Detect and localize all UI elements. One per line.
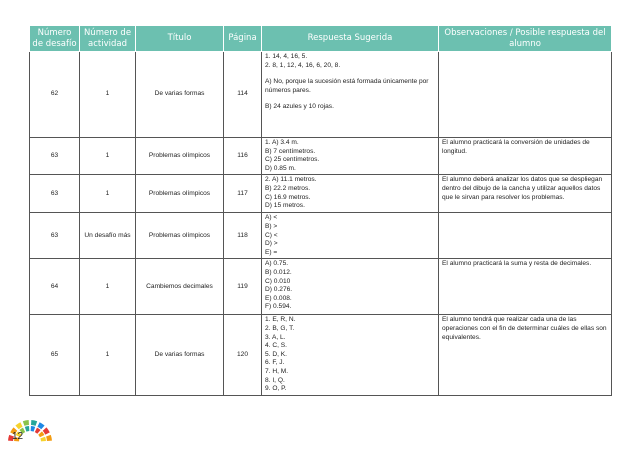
- cell-respuesta: [262, 259, 439, 315]
- cell-respuesta: [262, 175, 439, 213]
- cell-actividad: 1: [80, 138, 136, 175]
- cell-actividad: Un desafío más: [80, 213, 136, 259]
- answer-line: 8. I, Q.: [265, 376, 285, 384]
- cell-desafio: 64: [30, 259, 80, 315]
- answer-line: C) 25 centímetros.: [265, 156, 320, 164]
- table-row: [30, 259, 612, 315]
- answer-line: 1. A) 3.4 m.: [265, 139, 299, 146]
- table-row: [30, 315, 612, 395]
- logo-segment: [38, 431, 44, 437]
- cell-actividad: 1: [80, 175, 136, 213]
- cell-observaciones: El alumno practicará la conversión de unidades de longitud.: [439, 138, 612, 175]
- table-row: [30, 213, 612, 259]
- cell-pagina: 116: [224, 138, 262, 175]
- cell-respuesta: [262, 138, 439, 175]
- answer-line: D) 0.85 m.: [265, 164, 296, 172]
- header-num-actividad: Número de actividad: [80, 26, 136, 52]
- cell-observaciones: El alumno tendrá que realizar cada una de las operaciones con el fin de determinar cuáles de ellas son equivalentes.: [439, 315, 612, 395]
- answer-line: 1. 14, 4, 16, 5.: [265, 53, 308, 60]
- answer-line: 6. F, J.: [265, 359, 285, 367]
- cell-actividad: 1: [80, 259, 136, 315]
- cell-desafio: 62: [30, 52, 80, 138]
- answer-line: F) 0.594.: [265, 303, 292, 311]
- cell-observaciones: [439, 213, 612, 259]
- answer-line: C) 16.9 metros.: [265, 193, 311, 201]
- cell-titulo: Problemas olímpicos: [136, 138, 224, 175]
- answer-line: C) <: [265, 231, 278, 239]
- cell-pagina: 114: [224, 52, 262, 138]
- cell-titulo: Problemas olímpicos: [136, 175, 224, 213]
- cell-desafio: 65: [30, 315, 80, 395]
- cell-observaciones: [439, 52, 612, 138]
- header-observaciones: Observaciones / Posible respuesta del alumno: [439, 26, 612, 52]
- answer-line: A) 0.75.: [265, 260, 289, 268]
- logo-segment: [40, 437, 46, 442]
- table-row: [30, 52, 612, 138]
- cell-pagina: 120: [224, 315, 262, 395]
- cell-respuesta: [262, 213, 439, 259]
- page-number: 12: [12, 431, 24, 442]
- answer-line: 5. D, K.: [265, 350, 287, 358]
- cell-titulo: De varias formas: [136, 315, 224, 395]
- answer-line: 4. C, S.: [265, 342, 287, 350]
- answer-line: B) 24 azules y 10 rojas.: [265, 103, 334, 111]
- cell-titulo: Cambiemos decimales: [136, 259, 224, 315]
- cell-desafio: 63: [30, 175, 80, 213]
- answer-line: 3. A, L.: [265, 333, 286, 341]
- header-respuesta: Respuesta Sugerida: [262, 26, 439, 52]
- logo-segment: [23, 420, 29, 426]
- answer-line: 7. H, M.: [265, 367, 289, 375]
- table-header-row: [30, 26, 612, 52]
- answer-line: B) 7 centímetros.: [265, 147, 316, 155]
- cell-titulo: Problemas olímpicos: [136, 213, 224, 259]
- cell-observaciones: El alumno deberá analizar los datos que se despliegan dentro del dibujo de la cancha y utilizar aquellos datos que le sirvan para resolver los problemas.: [439, 175, 612, 213]
- cell-actividad: 1: [80, 52, 136, 138]
- answer-line: 2. 8, 1, 12, 4, 16, 6, 20, 8.: [265, 61, 341, 69]
- cell-pagina: 117: [224, 175, 262, 213]
- logo-segment: [31, 426, 36, 432]
- header-titulo: Título: [136, 26, 224, 52]
- answer-line: 9. O, P.: [265, 385, 287, 393]
- cell-desafio: 63: [30, 138, 80, 175]
- logo-segment: [37, 422, 44, 429]
- answer-line: E) 0.008.: [265, 294, 292, 302]
- cell-pagina: 119: [224, 259, 262, 315]
- answer-line: 2. B, G, T.: [265, 324, 295, 332]
- cell-actividad: 1: [80, 315, 136, 395]
- logo-segment: [43, 427, 50, 434]
- cell-observaciones: El alumno practicará la suma y resta de decimales.: [439, 259, 612, 315]
- cell-respuesta: [262, 52, 439, 138]
- logo-segment: [46, 435, 52, 441]
- answer-line: C) 0.010: [265, 277, 291, 285]
- cell-respuesta: [262, 315, 439, 395]
- answer-line: D) 15 metros.: [265, 202, 305, 210]
- answer-line: 2. A) 11.1 metros.: [265, 176, 317, 184]
- logo-segment: [15, 422, 22, 429]
- cell-pagina: 118: [224, 213, 262, 259]
- cell-desafio: 63: [30, 213, 80, 259]
- logo-segment: [25, 426, 30, 432]
- cell-titulo: De varias formas: [136, 52, 224, 138]
- answer-line: B) 0.012.: [265, 268, 292, 276]
- answer-line: A) No, porque la sucesión está formada únicamente por números pares.: [265, 78, 429, 94]
- answer-line: E) =: [265, 248, 278, 256]
- answer-line: A) <: [265, 214, 278, 222]
- answer-line: B) >: [265, 222, 278, 230]
- header-num-desafio: Número de desafío: [30, 26, 80, 52]
- answer-line: D) 0.276.: [265, 286, 293, 294]
- answer-line: 1. E, R, N.: [265, 316, 296, 324]
- suggested-answers-table: [29, 25, 612, 396]
- logo-segment: [35, 428, 41, 434]
- header-pagina: Página: [224, 26, 262, 52]
- table-row: [30, 175, 612, 213]
- table-row: [30, 138, 612, 175]
- logo-segment: [31, 420, 37, 426]
- answer-line: B) 22.2 metros.: [265, 184, 311, 192]
- answer-line: D) >: [265, 240, 278, 248]
